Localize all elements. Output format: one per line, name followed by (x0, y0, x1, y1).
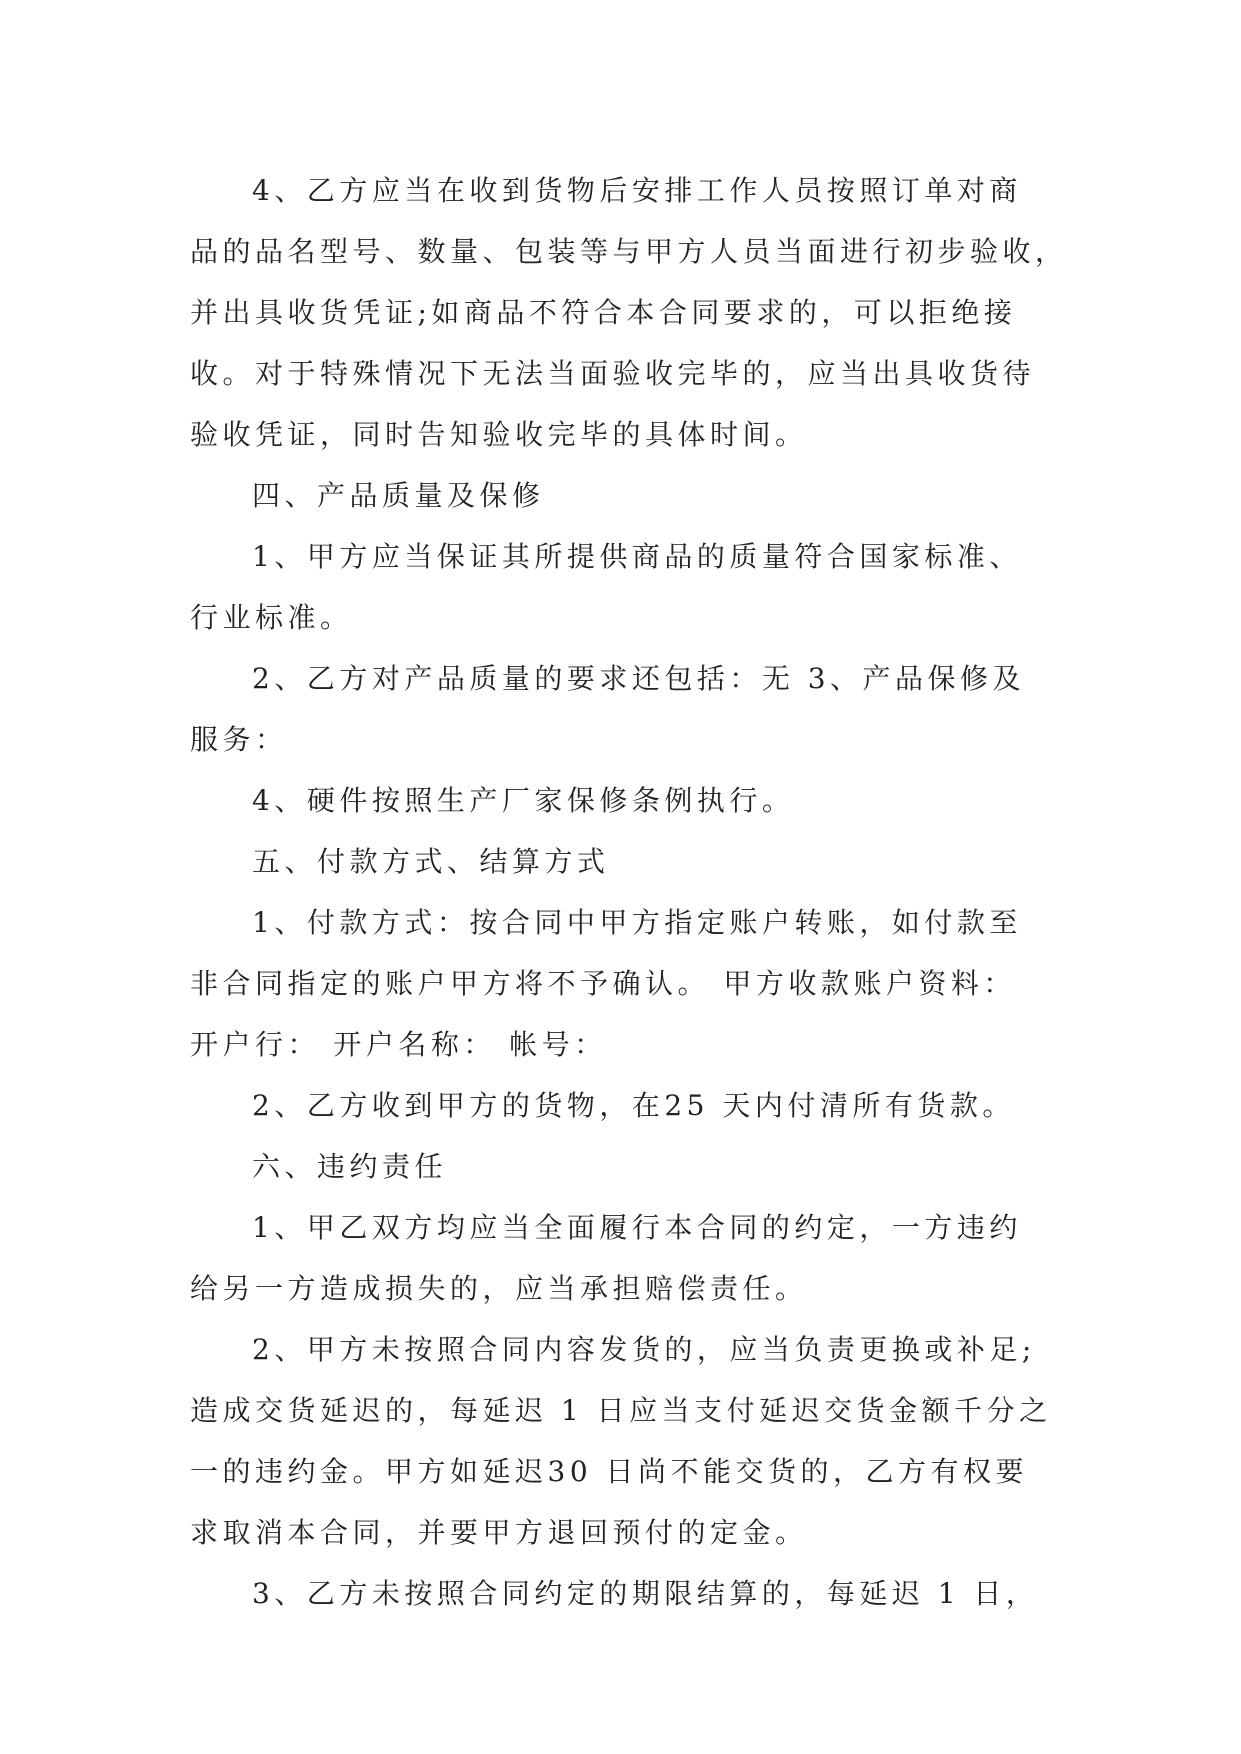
section-heading: 五、付款方式、结算方式 (252, 845, 610, 878)
text-line: 服务： (190, 723, 288, 756)
text-line: 一的违约金。甲方如延迟30 日尚不能交货的，乙方有权要 (190, 1455, 1029, 1488)
text-line: 品的品名型号、数量、包装等与甲方人员当面进行初步验收， (190, 235, 1068, 268)
text-line: 4、硬件按照生产厂家保修条例执行。 (252, 784, 795, 817)
text-line: 开户行： 开户名称： 帐号： (190, 1028, 607, 1061)
text-line: 2、乙方收到甲方的货物，在25 天内付清所有货款。 (252, 1089, 1015, 1122)
text-line: 给另一方造成损失的，应当承担赔偿责任。 (190, 1272, 808, 1305)
text-line: 并出具收货凭证;如商品不符合本合同要求的，可以拒绝接 (190, 296, 1017, 329)
text-line: 非合同指定的账户甲方将不予确认。 甲方收款账户资料： (190, 967, 1016, 1000)
text-line: 求取消本合同，并要甲方退回预付的定金。 (190, 1516, 808, 1549)
text-line: 1、甲乙双方均应当全面履行本合同的约定，一方违约 (252, 1211, 1022, 1244)
document-body (190, 160, 1068, 1624)
text-line: 3、乙方未按照合同约定的期限结算的，每延迟 1 日， (252, 1577, 1039, 1610)
text-line: 验收凭证，同时告知验收完毕的具体时间。 (190, 418, 808, 451)
text-line: 1、付款方式：按合同中甲方指定账户转账，如付款至 (252, 906, 1022, 939)
text-line: 2、甲方未按照合同内容发货的，应当负责更换或补足; (252, 1333, 1036, 1366)
text-line: 收。对于特殊情况下无法当面验收完毕的，应当出具收货待 (190, 357, 1036, 390)
text-line: 4、乙方应当在收到货物后安排工作人员按照订单对商 (252, 174, 1022, 207)
section-heading: 四、产品质量及保修 (252, 479, 545, 512)
text-line: 2、乙方对产品质量的要求还包括：无 3、产品保修及 (252, 662, 1026, 695)
text-line: 1、甲方应当保证其所提供商品的质量符合国家标准、 (252, 540, 1022, 573)
section-heading: 六、违约责任 (252, 1150, 448, 1183)
text-line: 行业标准。 (190, 601, 353, 634)
text-line: 造成交货延迟的，每延迟 1 日应当支付延迟交货金额千分之 (190, 1394, 1052, 1427)
